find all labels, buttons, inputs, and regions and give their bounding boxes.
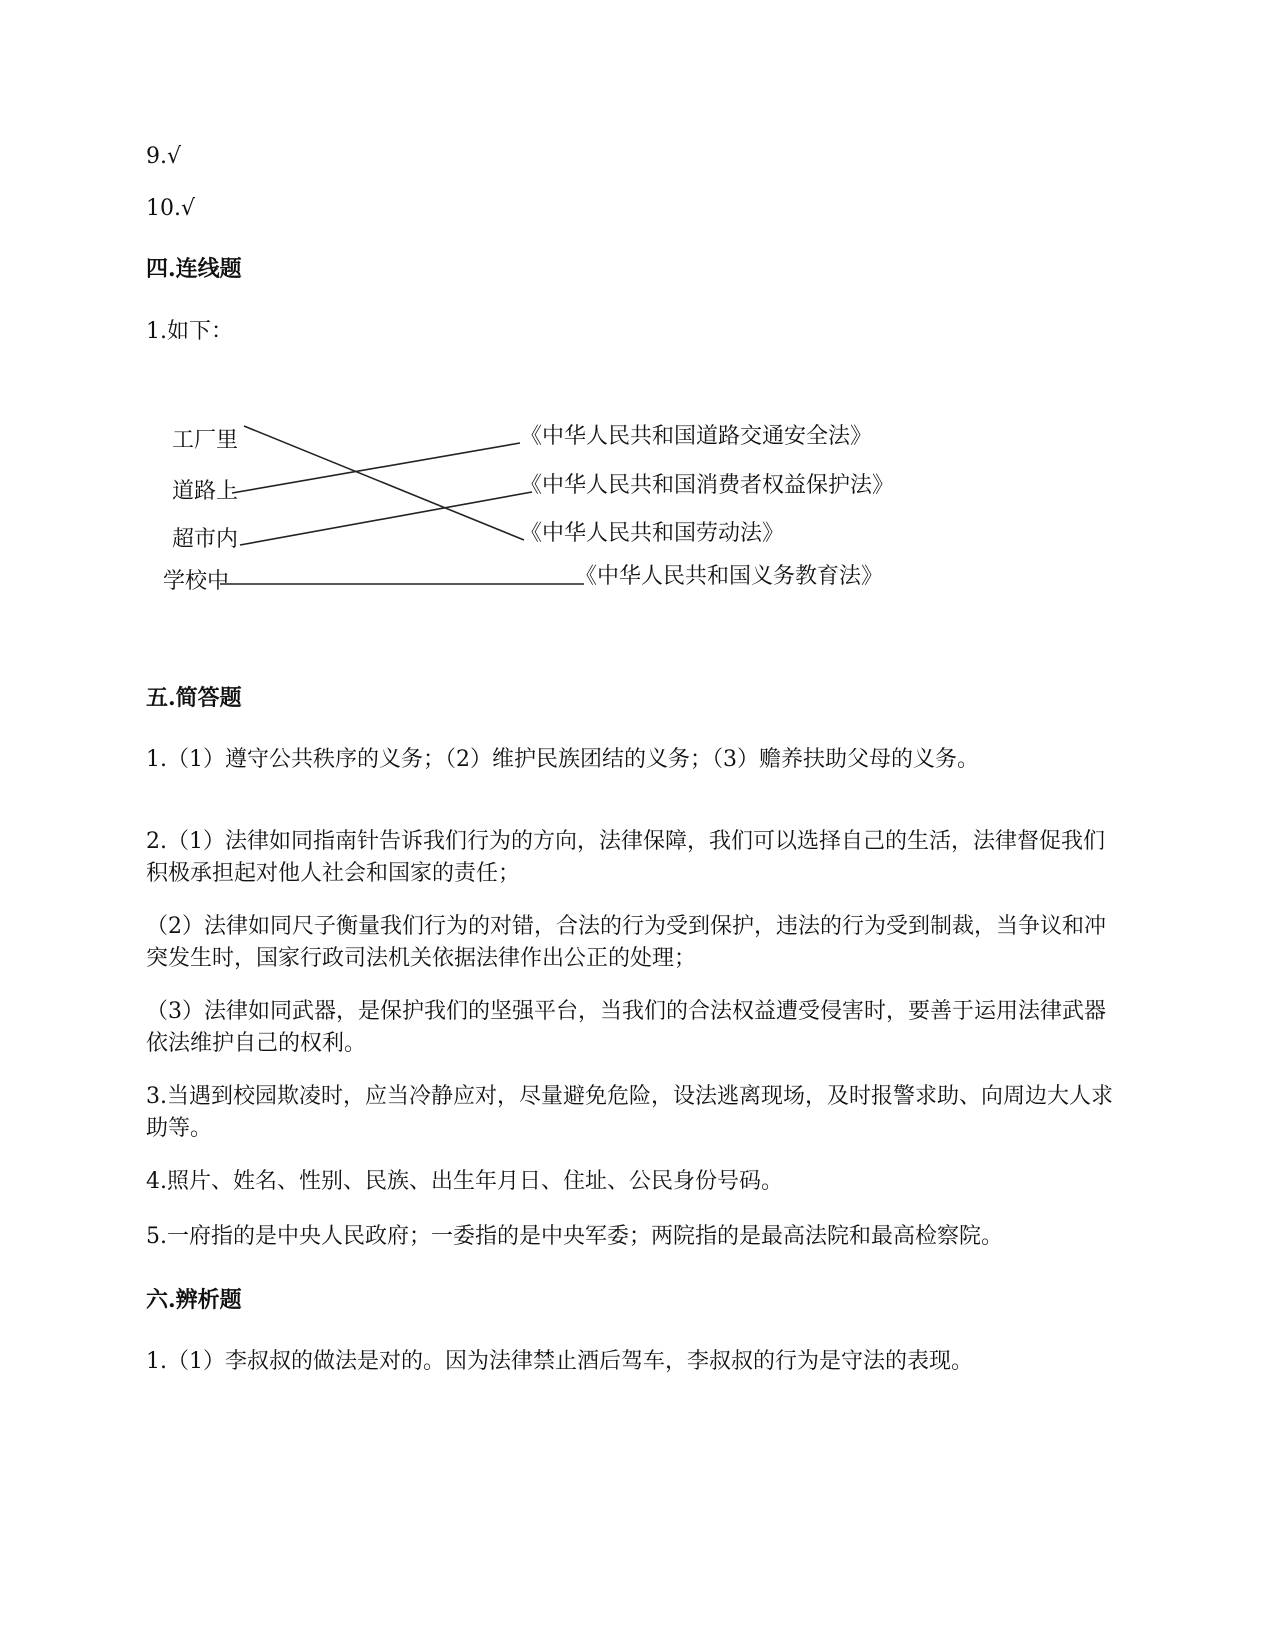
- right-label-education-law: 《中华人民共和国义务教育法》: [575, 564, 884, 589]
- link-supermarket-consumer: [240, 492, 532, 545]
- section-heading-matching: 四.连线题: [146, 256, 242, 282]
- short-answer-4: 4.照片、姓名、性别、民族、出生年月日、住址、公民身份号码。: [146, 1169, 783, 1194]
- matching-intro: 1.如下：: [146, 319, 233, 344]
- short-answer-2-part3: （3）法律如同武器，是保护我们的坚强平台，当我们的合法权益遭受侵害时，要善于运用法律武器依法维护自己的权利。: [146, 999, 1107, 1056]
- short-answer-2-part2: （2）法律如同尺子衡量我们行为的对错，合法的行为受到保护，违法的行为受到制裁，当争议和冲突发生时，国家行政司法机关依据法律作出公正的处理；: [146, 914, 1107, 971]
- right-label-traffic-law: 《中华人民共和国道路交通安全法》: [520, 424, 873, 449]
- analysis-answer-1: 1.（1）李叔叔的做法是对的。因为法律禁止酒后驾车，李叔叔的行为是守法的表现。: [146, 1349, 973, 1374]
- section-heading-analysis: 六.辨析题: [146, 1287, 242, 1313]
- left-label-school: 学校中: [163, 569, 230, 594]
- short-answer-2-part1: 2.（1）法律如同指南针告诉我们行为的方向，法律保障，我们可以选择自己的生活，法律督促我们积极承担起对他人社会和国家的责任；: [146, 829, 1105, 886]
- answer-10: 10.√: [146, 196, 196, 221]
- right-label-labor-law: 《中华人民共和国劳动法》: [520, 521, 785, 546]
- short-answer-5: 5.一府指的是中央人民政府；一委指的是中央军委；两院指的是最高法院和最高检察院。: [146, 1224, 1003, 1249]
- left-label-road: 道路上: [172, 479, 239, 504]
- short-answer-3: 3.当遇到校园欺凌时，应当冷静应对，尽量避免危险，设法逃离现场，及时报警求助、向周边大人求助等。: [146, 1084, 1113, 1141]
- right-label-consumer-law: 《中华人民共和国消费者权益保护法》: [520, 473, 895, 498]
- link-road-traffic: [232, 443, 520, 493]
- left-label-factory: 工厂里: [172, 428, 239, 453]
- left-label-supermarket: 超市内: [172, 527, 239, 552]
- section-heading-short-answer: 五.简答题: [146, 685, 242, 711]
- answer-9: 9.√: [146, 144, 182, 169]
- short-answer-1: 1.（1）遵守公共秩序的义务；（2）维护民族团结的义务；（3）赡养扶助父母的义务。: [146, 747, 979, 772]
